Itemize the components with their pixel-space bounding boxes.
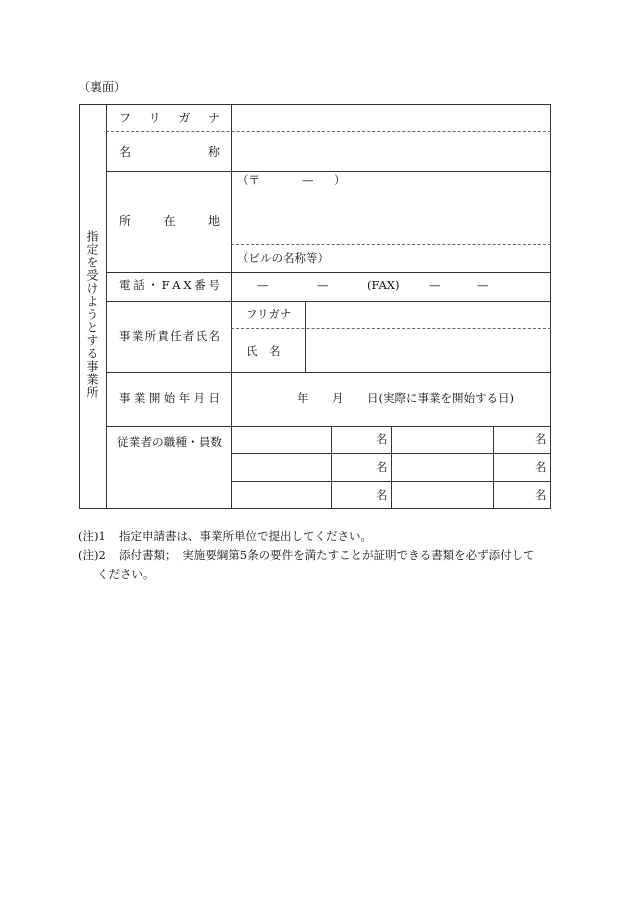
- note-2-marker: (注)2: [78, 548, 106, 562]
- phone-dash-1: —: [257, 278, 269, 292]
- manager-furigana-label: フリガナ: [246, 307, 292, 321]
- staff-unit-3a: 名: [376, 488, 388, 502]
- postal-dash: —: [302, 173, 314, 187]
- note-2-continuation: ください。: [97, 567, 155, 581]
- note-1-text: 指定申請書は、事業所単位で提出してください。: [119, 529, 372, 543]
- staff-unit-1b: 名: [535, 432, 547, 446]
- building-label: （ビルの名称等）: [237, 251, 329, 265]
- phone-dash-2: —: [317, 278, 329, 292]
- furigana-label: フ リ ガ ナ: [119, 111, 220, 125]
- address-label: 所 在 地: [119, 214, 220, 228]
- manager-name-label: 氏 名: [246, 344, 281, 358]
- staff-unit-3b: 名: [535, 488, 547, 502]
- postal-close: ）: [334, 173, 346, 187]
- staff-unit-1a: 名: [376, 432, 388, 446]
- note-1-marker: (注)1: [78, 529, 106, 543]
- month-unit: 月: [332, 391, 344, 405]
- phone-fax-label: 電 話 ・ F A X 番 号: [119, 278, 220, 292]
- fax-label: (FAX): [367, 278, 400, 292]
- start-date-label: 事 業 開 始 年 月 日: [119, 391, 220, 405]
- name-label: 名 称: [119, 145, 220, 159]
- postal-open: （〒: [237, 173, 260, 187]
- day-note: 日(実際に事業を開始する日): [367, 391, 514, 405]
- manager-label: 事 業 所 責 任 者 氏 名: [119, 329, 220, 343]
- page-side-label: （裏面）: [78, 80, 127, 94]
- fax-dash-2: —: [477, 278, 489, 292]
- fax-dash-1: —: [429, 278, 441, 292]
- year-unit: 年: [297, 391, 309, 405]
- staff-label: 従 業 者 の 職 種 ・ 員 数: [117, 435, 222, 449]
- facility-vertical-label: 指定を受けようとする事業所: [85, 230, 99, 399]
- note-2-text: 添付書類； 実施要綱第5条の要件を満たすことが証明できる書類を必ず添付して: [119, 548, 535, 562]
- staff-unit-2a: 名: [376, 460, 388, 474]
- staff-unit-2b: 名: [535, 460, 547, 474]
